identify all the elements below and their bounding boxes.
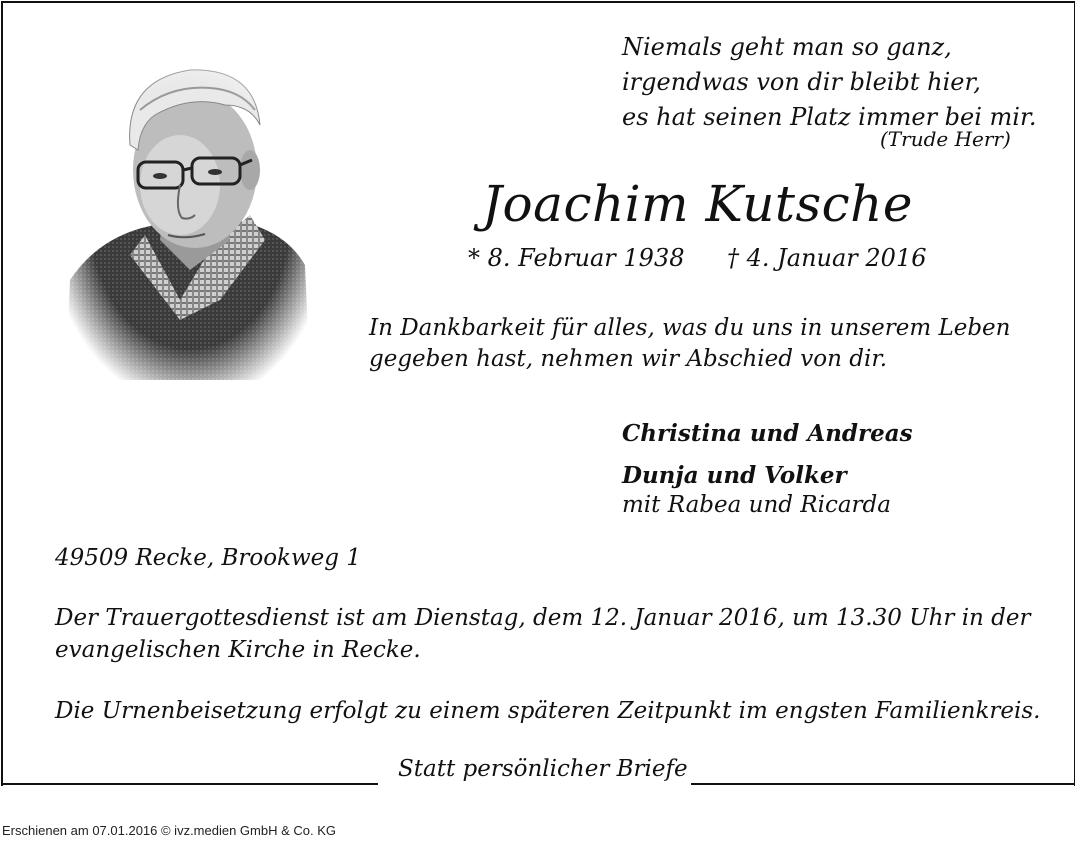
gratitude-line: gegeben hast, nehmen wir Abschied von dir.: [369, 346, 888, 372]
family-second: Dunja und Volker: [622, 462, 847, 489]
birth-date: * 8. Februar 1938: [468, 244, 685, 272]
bottom-rule-right: [691, 783, 1075, 785]
service-info: [55, 602, 1031, 666]
poem-line: Niemals geht man so ganz,: [622, 33, 952, 61]
family-second-sub: mit Rabea und Ricarda: [622, 492, 891, 518]
portrait-photo: [60, 50, 320, 395]
poem-author: (Trude Herr): [880, 127, 1011, 151]
deceased-name: Joachim Kutsche: [482, 175, 913, 233]
urn-info: Die Urnenbeisetzung erfolgt zu einem späteren Zeitpunkt im engsten Familienkreis.: [55, 698, 1041, 724]
poem-line: irgendwas von dir bleibt hier,: [622, 68, 981, 96]
address: 49509 Recke, Brookweg 1: [55, 545, 361, 571]
death-date: † 4. Januar 2016: [727, 244, 927, 272]
poem: [622, 30, 1036, 135]
bottom-rule-left: [1, 783, 378, 785]
gratitude-line: In Dankbarkeit für alles, was du uns in unserem Leben: [369, 315, 1011, 341]
poem-line: es hat seinen Platz immer bei mir.: [622, 103, 1037, 131]
closing-note: Statt persönlicher Briefe: [398, 756, 688, 782]
service-line: Der Trauergottesdienst ist am Dienstag, dem 12. Januar 2016, um 13.30 Uhr in der: [55, 605, 1031, 631]
gratitude-text: [369, 313, 1010, 375]
publication-footer: Erschienen am 07.01.2016 © ivz.medien GmbH & Co. KG: [2, 823, 337, 838]
family-first: Christina und Andreas: [622, 420, 913, 447]
service-line: evangelischen Kirche in Recke.: [55, 637, 421, 663]
